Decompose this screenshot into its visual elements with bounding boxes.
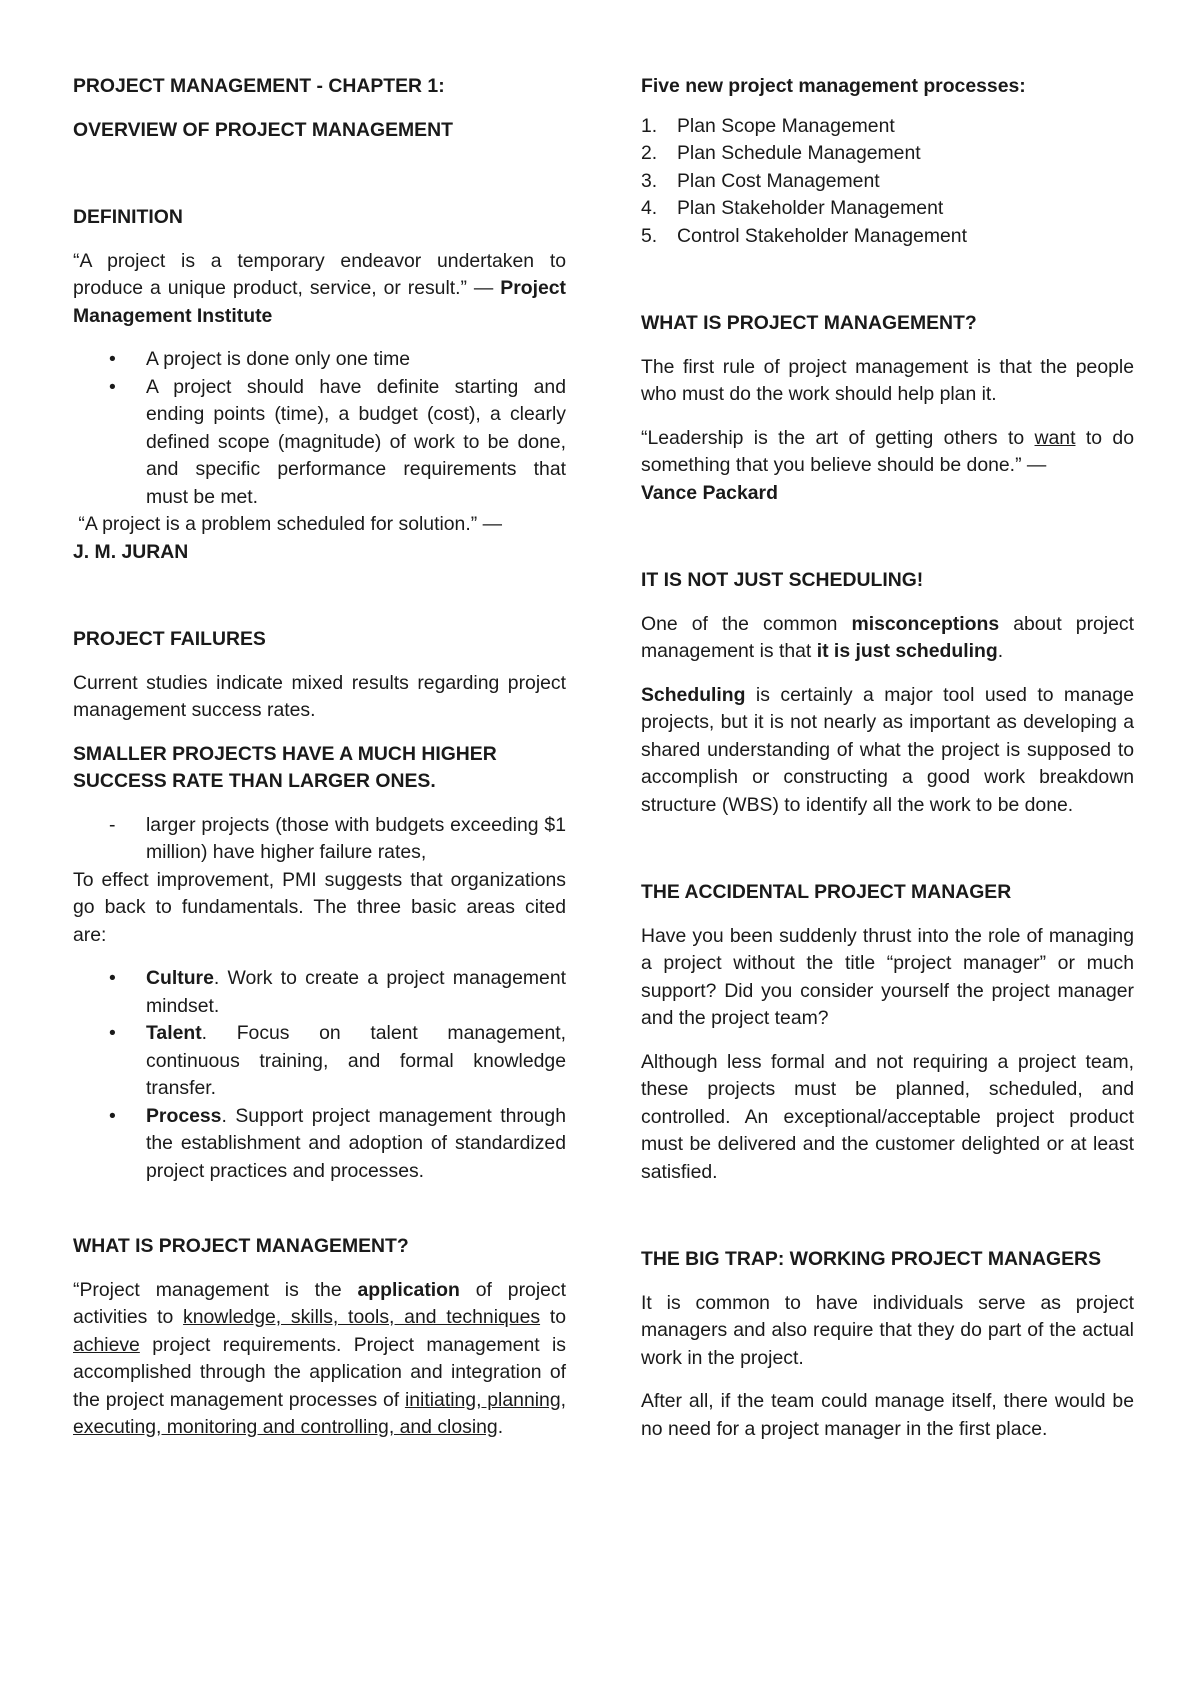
list-number: 4. bbox=[641, 197, 658, 219]
text-run: to do something that you believe should be done.” — bbox=[641, 426, 1134, 476]
text-run: project requirements. Project management is accomplished through the application and integration of the project management processes of bbox=[73, 1333, 566, 1411]
trap-heading: THE BIG TRAP: WORKING PROJECT MANAGERS bbox=[641, 1248, 1101, 1270]
bullet-icon: • bbox=[109, 348, 116, 370]
list-number: 3. bbox=[641, 169, 658, 192]
definition-attribution: Project Management Institute bbox=[73, 277, 567, 327]
bullet-icon: • bbox=[109, 375, 116, 398]
text-run: “Project management is the bbox=[73, 1278, 358, 1301]
accidental-heading: THE ACCIDENTAL PROJECT MANAGER bbox=[641, 881, 1012, 903]
dash-marker: - bbox=[109, 813, 116, 836]
first-rule-paragraph: The first rule of project management is that the people who must do the work should help plan it. bbox=[641, 355, 1134, 405]
accidental-paragraph-2: Although less formal and not requiring a project team, these projects must be planned, scheduled, and controlled. An exceptional/acceptable project product must be delivered and the customer delighted or at least satisfied. bbox=[641, 1050, 1134, 1183]
list-item bbox=[73, 1020, 566, 1103]
list-item bbox=[641, 195, 1134, 223]
text-run-underlined: knowledge, skills, tools, and techniques bbox=[183, 1306, 541, 1328]
area-term: Process bbox=[146, 1104, 222, 1127]
text-run: is certainly a major tool used to manage projects, but it is not nearly as important as developing a shared understanding of what the project is supposed to accomplish or constructing a good work breakdown structure (WBS) to identify all the work to be done. bbox=[641, 683, 1134, 816]
list-item-text: Plan Scope Management bbox=[677, 114, 895, 137]
area-text: . Work to create a project management mindset. bbox=[146, 967, 566, 1017]
leadership-attribution: Vance Packard bbox=[641, 481, 778, 504]
failures-intro: Current studies indicate mixed results regarding project management success rates. bbox=[73, 671, 566, 721]
juran-attribution: J. M. JURAN bbox=[73, 540, 189, 563]
text-run-bold: application bbox=[357, 1278, 460, 1301]
list-item bbox=[641, 113, 1134, 141]
list-item bbox=[641, 223, 1134, 251]
pm-definition-paragraph bbox=[73, 1277, 566, 1442]
bullet-icon: • bbox=[109, 1104, 116, 1127]
list-number: 2. bbox=[641, 142, 658, 164]
processes-list bbox=[641, 113, 1134, 251]
scheduling-paragraph bbox=[641, 682, 1134, 820]
scheduling-heading: IT IS NOT JUST SCHEDULING! bbox=[641, 569, 924, 591]
text-run-bold: misconceptions bbox=[851, 612, 1000, 635]
list-item bbox=[73, 374, 566, 512]
list-item bbox=[73, 1103, 566, 1186]
list-item-text: larger projects (those with budgets exceeding $1 million) have higher failure rates, bbox=[146, 813, 566, 863]
text-run-underlined: want bbox=[1034, 426, 1076, 449]
bullet-icon: • bbox=[109, 967, 116, 989]
failures-subheading: SMALLER PROJECTS HAVE A MUCH HIGHER SUCCESS RATE THAN LARGER ONES. bbox=[73, 742, 497, 792]
list-item-text: Plan Stakeholder Management bbox=[677, 197, 944, 219]
area-text: . Support project management through the establishment and adoption of standardized project practices and processes. bbox=[146, 1104, 566, 1182]
definition-quote-text: “A project is a temporary endeavor undertaken to produce a unique product, service, or result.” — bbox=[73, 249, 566, 299]
list-item bbox=[73, 965, 566, 1020]
failures-heading: PROJECT FAILURES bbox=[73, 628, 266, 650]
trap-paragraph-2: After all, if the team could manage itself, there would be no need for a project manager in the first place. bbox=[641, 1390, 1134, 1440]
chapter-title: PROJECT MANAGEMENT - CHAPTER 1: bbox=[73, 75, 445, 97]
text-run: to bbox=[540, 1306, 566, 1328]
area-text: . Focus on talent management, continuous training, and formal knowledge transfer. bbox=[146, 1022, 566, 1099]
accidental-paragraph-1: Have you been suddenly thrust into the role of managing a project without the title “project manager” or much support? Did you consider yourself the project manager and the project team? bbox=[641, 924, 1134, 1029]
list-number: 1. bbox=[641, 114, 658, 137]
list-number: 5. bbox=[641, 224, 658, 247]
list-item-text: Plan Schedule Management bbox=[677, 142, 921, 164]
text-run: . bbox=[497, 1416, 504, 1438]
text-run: One of the common bbox=[641, 612, 852, 635]
text-run: of project activities to bbox=[73, 1278, 567, 1328]
list-item bbox=[641, 168, 1134, 196]
right-column bbox=[641, 73, 1134, 1443]
juran-quote bbox=[73, 511, 566, 566]
chapter-subtitle: OVERVIEW OF PROJECT MANAGEMENT bbox=[73, 118, 453, 141]
what-is-pm-heading-right: WHAT IS PROJECT MANAGEMENT? bbox=[641, 312, 977, 334]
text-run: about project management is that bbox=[641, 612, 1135, 662]
text-run-underlined: initiating, planning, executing, monitoring and controlling, and closing bbox=[73, 1388, 566, 1438]
text-run-underlined: achieve bbox=[73, 1333, 140, 1356]
text-run: . bbox=[997, 640, 1004, 662]
list-item bbox=[641, 140, 1134, 168]
list-item-text: A project is done only one time bbox=[146, 348, 411, 370]
list-item-text: Control Stakeholder Management bbox=[677, 224, 967, 247]
area-term: Culture bbox=[146, 967, 214, 989]
trap-paragraph-1: It is common to have individuals serve as project managers and also require that they do part of the actual work in the project. bbox=[641, 1291, 1134, 1369]
list-item-text: A project should have definite starting and ending points (time), a budget (cost), a clearly defined scope (magnitude) of work to be done, and specific performance requirements that must be met. bbox=[146, 375, 566, 508]
list-item-text: Plan Cost Management bbox=[677, 169, 880, 192]
text-run-bold: Scheduling bbox=[641, 683, 746, 706]
list-item bbox=[73, 346, 566, 374]
definition-bullets bbox=[73, 346, 566, 511]
areas-list bbox=[73, 965, 566, 1185]
text-run-bold: it is just scheduling bbox=[816, 640, 998, 662]
juran-quote-text: “A project is a problem scheduled for solution.” — bbox=[78, 513, 502, 535]
improvement-text: To effect improvement, PMI suggests that organizations go back to fundamentals. The three basic areas cited are: bbox=[73, 868, 566, 946]
failures-dash-list bbox=[73, 812, 566, 867]
text-run: “Leadership is the art of getting others to bbox=[641, 426, 1035, 449]
misconception-paragraph bbox=[641, 611, 1134, 666]
list-item bbox=[73, 812, 566, 867]
what-is-pm-heading-left: WHAT IS PROJECT MANAGEMENT? bbox=[73, 1235, 409, 1257]
area-term: Talent bbox=[146, 1022, 202, 1044]
left-column bbox=[73, 73, 566, 1442]
definition-heading: DEFINITION bbox=[73, 206, 183, 228]
processes-heading: Five new project management processes: bbox=[641, 75, 1026, 97]
definition-quote bbox=[73, 248, 566, 331]
bullet-icon: • bbox=[109, 1022, 116, 1044]
leadership-quote bbox=[641, 425, 1134, 508]
